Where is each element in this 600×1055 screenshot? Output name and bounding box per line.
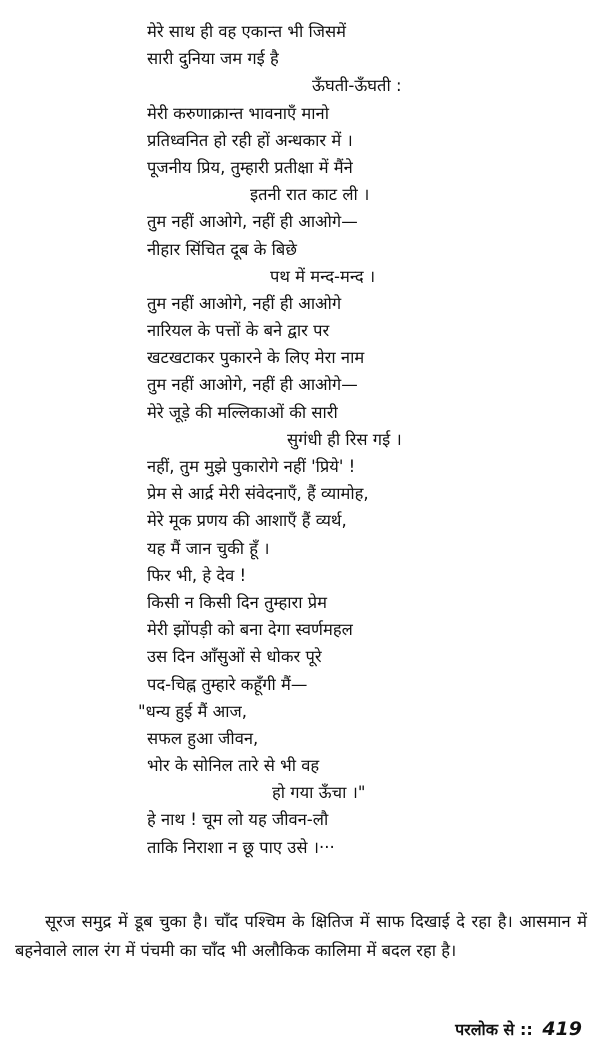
poem-line: प्रतिध्वनित हो रही हों अन्धकार में । xyxy=(147,130,353,150)
poem-line: इतनी रात काट ली । xyxy=(250,185,370,205)
poem-line: फिर भी, हे देव ! xyxy=(147,565,247,585)
prose-block xyxy=(15,907,587,965)
prose-paragraph: सूरज समुद्र में डूब चुका है। चाँद पश्चिम के क्षितिज में साफ दिखाई दे रहा है। आसमान में बहनेवाले लाल रंग में पंचमी का चाँद भी अलौकिक कालिमा में बदल रहा है। xyxy=(15,912,587,960)
poem-line: पद-चिह्न तुम्हारे कहूँगी मैं— xyxy=(147,674,308,694)
poem-line: हे नाथ ! चूम लो यह जीवन-लौ xyxy=(147,810,329,830)
poem-line: सारी दुनिया जम गई है xyxy=(147,49,279,69)
poem-line: नीहार सिंचित दूब के बिछे xyxy=(147,239,297,259)
poem-line: भोर के सोनिल तारे से भी वह xyxy=(147,756,320,776)
poem-line: प्रेम से आर्द्र मेरी संवेदनाएँ, हैं व्यामोह, xyxy=(147,484,369,504)
poem-line: सफल हुआ जीवन, xyxy=(147,728,259,748)
poem-line: खटखटाकर पुकारने के लिए मेरा नाम xyxy=(147,348,365,368)
poem-block xyxy=(0,18,600,861)
poem-line: उस दिन आँसुओं से धोकर पूरे xyxy=(147,647,322,667)
poem-line: "धन्य हुई मैं आज, xyxy=(138,701,247,721)
poem-line: ताकि निराशा न छू पाए उसे ।··· xyxy=(147,837,335,857)
poem-line: मेरी करुणाक्रान्त भावनाएँ मानो xyxy=(147,103,329,123)
poem-line: तुम नहीं आओगे, नहीं ही आओगे xyxy=(147,293,342,313)
poem-line: तुम नहीं आओगे, नहीं ही आओगे— xyxy=(147,375,358,395)
poem-line: मेरी झोंपड़ी को बना देगा स्वर्णमहल xyxy=(147,620,353,640)
running-title: परलोक से :: xyxy=(455,1020,533,1039)
poem-line: मेरे जूड़े की मल्लिकाओं की सारी xyxy=(147,402,338,422)
poem-line: मेरे मूक प्रणय की आशाएँ हैं व्यर्थ, xyxy=(147,511,347,531)
poem-line: पूजनीय प्रिय, तुम्हारी प्रतीक्षा में मैंने xyxy=(147,157,353,177)
poem-line: तुम नहीं आओगे, नहीं ही आओगे— xyxy=(147,212,358,232)
page-number: 419 xyxy=(542,1018,582,1040)
poem-line: सुगंधी ही रिस गई । xyxy=(287,429,402,449)
poem-line: किसी न किसी दिन तुम्हारा प्रेम xyxy=(147,592,328,612)
poem-line: मेरे साथ ही वह एकान्त भी जिसमें xyxy=(147,22,346,41)
page-footer xyxy=(455,1018,582,1040)
poem-line: पथ में मन्द-मन्द । xyxy=(270,266,376,286)
poem-line: यह मैं जान चुकी हूँ । xyxy=(147,538,270,558)
poem-line: ऊँघती-ऊँघती : xyxy=(312,76,402,96)
poem-line: नारियल के पत्तों के बने द्वार पर xyxy=(147,321,330,341)
poem-line: नहीं, तुम मुझे पुकारोगे नहीं 'प्रिये' ! xyxy=(147,457,356,476)
poem-line: हो गया ऊँचा ।" xyxy=(272,783,366,803)
